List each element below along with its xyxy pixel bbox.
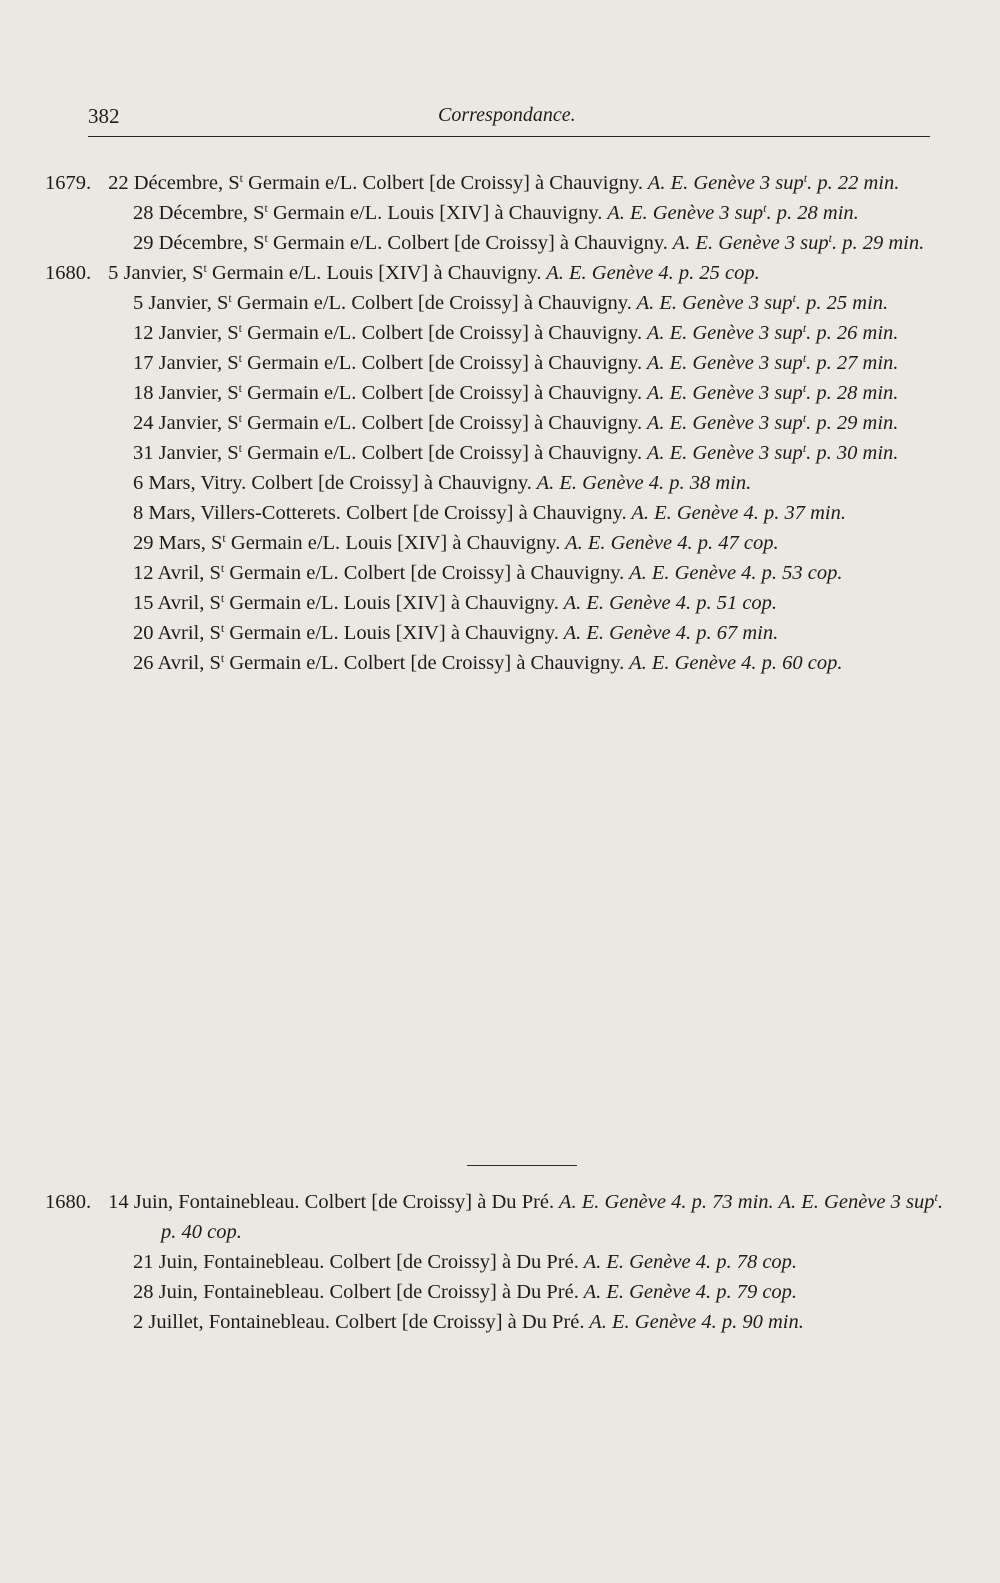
entry-reference-main: A. E. Genève 3 sup bbox=[642, 412, 803, 434]
entry-date: 20 Avril, bbox=[133, 622, 205, 644]
entry-reference-main: A. E. Genève 3 sup bbox=[642, 442, 803, 464]
entry-place-prefix: S bbox=[227, 352, 239, 374]
entry-correspondence: Colbert [de Croissy] à Chauvigny. bbox=[338, 652, 625, 674]
entry-place-prefix: S bbox=[217, 292, 229, 314]
entry-place: Fontainebleau. bbox=[197, 1251, 325, 1273]
entry-place-sup: t bbox=[238, 411, 243, 425]
entry-reference-sup: t bbox=[802, 411, 807, 425]
entry-reference-sup: t bbox=[934, 1190, 938, 1204]
entry-place-prefix: S bbox=[227, 382, 239, 404]
entry-date: 28 Juin, bbox=[133, 1281, 198, 1303]
entry-reference-main: A. E. Genève 3 sup bbox=[642, 322, 803, 344]
entry-1680-01-17 bbox=[103, 348, 943, 378]
correspondence-list-du-pre bbox=[45, 1187, 943, 1337]
entry-place-prefix: S bbox=[228, 172, 240, 194]
entry-1680-06-28 bbox=[103, 1277, 943, 1307]
entry-correspondence: Colbert [de Croissy] à Chauvigny. bbox=[357, 172, 644, 194]
entry-date: 5 Janvier, bbox=[133, 292, 212, 314]
entry-correspondence: Colbert [de Croissy] à Chauvigny. bbox=[346, 292, 632, 314]
entry-1680-01-05-colbert bbox=[103, 288, 943, 318]
entry-place-rest: Germain e/L. bbox=[242, 382, 357, 404]
entry-correspondence: Colbert [de Croissy] à Du Pré. bbox=[299, 1191, 555, 1213]
entry-date: 29 Décembre, bbox=[133, 232, 248, 254]
entry-correspondence: Louis [XIV] à Chauvigny. bbox=[340, 532, 561, 554]
entry-place-rest: Germain e/L. bbox=[242, 172, 358, 194]
entry-reference-main: A. E. Genève 4. p. 53 cop. bbox=[624, 562, 843, 584]
entry-reference-main: A. E. Genève 4. p. 79 cop. bbox=[578, 1281, 798, 1303]
entry-place-rest: Germain e/L. bbox=[224, 592, 339, 614]
entry-place-rest: Germain e/L. bbox=[242, 352, 357, 374]
entry-place-sup: t bbox=[203, 261, 207, 275]
entry-date: 26 Avril, bbox=[133, 652, 205, 674]
entry-reference-main: A. E. Genève 4. p. 37 min. bbox=[626, 502, 846, 524]
entry-place-sup: t bbox=[238, 351, 243, 365]
entry-date: 18 Janvier, bbox=[133, 382, 223, 404]
entry-1680-03-06 bbox=[103, 468, 943, 498]
entry-reference-main: A. E. Genève 4. p. 60 cop. bbox=[624, 652, 843, 674]
entry-reference-main: A. E. Genève 3 sup bbox=[631, 292, 793, 314]
entry-place-rest: Villers-Cotterets. bbox=[195, 502, 341, 524]
entry-place-sup: t bbox=[264, 231, 268, 245]
entry-reference-main: A. E. Genève 3 sup bbox=[667, 232, 829, 254]
entry-place-sup: t bbox=[264, 201, 268, 215]
entry-correspondence: Louis [XIV] à Chauvigny. bbox=[338, 592, 559, 614]
entry-1680-04-20 bbox=[103, 618, 943, 648]
entry-place-sup: t bbox=[239, 171, 243, 185]
entry-1680-04-26 bbox=[103, 648, 943, 678]
page-header bbox=[88, 104, 930, 136]
entry-reference-sup: t bbox=[802, 441, 807, 455]
entry-place-prefix: S bbox=[209, 592, 221, 614]
entry-date: 22 Décembre, bbox=[108, 172, 224, 194]
entry-place-sup: t bbox=[220, 591, 225, 605]
entry-date: 2 Juillet, bbox=[133, 1311, 204, 1333]
entry-place-sup: t bbox=[220, 561, 225, 575]
entry-date: 28 Décembre, bbox=[133, 202, 248, 224]
entry-place-rest: Germain e/L. bbox=[224, 652, 339, 674]
entry-reference-main: A. E. Genève 4. p. 25 cop. bbox=[541, 262, 760, 284]
entry-place-rest: Germain e/L. bbox=[225, 532, 341, 554]
entry-correspondence: Colbert [de Croissy] à Chauvigny. bbox=[356, 442, 643, 464]
entry-place-prefix: S bbox=[209, 652, 221, 674]
entry-reference-main: A. E. Genève 3 sup bbox=[602, 202, 764, 224]
entry-correspondence: Colbert [de Croissy] à Chauvigny. bbox=[356, 382, 643, 404]
correspondence-list-1679-1680 bbox=[45, 168, 943, 678]
entry-reference-end: . p. 29 min. bbox=[806, 412, 899, 434]
entry-date: 29 Mars, bbox=[133, 532, 206, 554]
entry-reference-sup: t bbox=[828, 231, 832, 245]
entry-date: 31 Janvier, bbox=[133, 442, 223, 464]
entry-reference-end: . p. 28 min. bbox=[806, 382, 899, 404]
entry-reference-sup: t bbox=[802, 381, 807, 395]
entry-1680-01-31 bbox=[103, 438, 943, 468]
entry-correspondence: Louis [XIV] à Chauvigny. bbox=[382, 202, 603, 224]
entry-reference-sup: t bbox=[803, 171, 808, 185]
entry-1680-06-21 bbox=[103, 1247, 943, 1277]
entry-place-sup: t bbox=[220, 651, 225, 665]
running-title: Correspondance. bbox=[438, 104, 576, 126]
entry-place-sup: t bbox=[238, 381, 243, 395]
entry-place-sup: t bbox=[238, 321, 243, 335]
entry-place-prefix: S bbox=[253, 232, 265, 254]
entry-correspondence: Colbert [de Croissy] à Chauvigny. bbox=[356, 322, 643, 344]
entry-reference-end: . p. 40 cop. bbox=[161, 1191, 943, 1243]
entry-place-rest: Germain e/L. bbox=[224, 562, 339, 584]
entry-1680-01-05-louis: 1680. 5 Janvier, $S^t$ Germain e/L. Louis [XIV] à Chauvigny. A. E. Genève 4. p. 25 cop. bbox=[45, 261, 760, 284]
entry-place-prefix: S bbox=[209, 562, 221, 584]
entry-date: 21 Juin, bbox=[133, 1251, 198, 1273]
entry-reference-main: A. E. Genève 4. p. 90 min. bbox=[584, 1311, 804, 1333]
entry-correspondence: Colbert [de Croissy] à Chauvigny. bbox=[356, 412, 643, 434]
entry-reference-main: A. E. Genève 4. p. 47 cop. bbox=[560, 532, 779, 554]
entry-reference-sup: t bbox=[802, 321, 807, 335]
entry-place-prefix: S bbox=[227, 322, 239, 344]
entry-reference-main: A. E. Genève 4. p. 38 min. bbox=[531, 472, 752, 494]
entry-1680-03-08 bbox=[103, 498, 943, 528]
entry-1680-06-14: 1680. 14 Juin, Fontainebleau. Colbert [de Croissy] à Du Pré. A. E. Genève 4. p. 73 min. A. E. Genève 3 sup$^t$. p. 40 cop. bbox=[45, 1190, 943, 1243]
entry-place-prefix: S bbox=[192, 262, 204, 284]
entry-place: Fontainebleau. bbox=[173, 1191, 300, 1213]
entry-place-prefix: S bbox=[211, 532, 223, 554]
entry-1680-04-12 bbox=[103, 558, 943, 588]
entry-1679-12-28 bbox=[103, 198, 943, 228]
entry-reference-end: . p. 28 min. bbox=[766, 202, 859, 224]
entry-reference-main: A. E. Genève 3 sup bbox=[642, 352, 803, 374]
entry-place-rest: Germain e/L. bbox=[242, 322, 357, 344]
entry-place-sup: t bbox=[238, 441, 243, 455]
entry-1679-12-22: 1679. 22 Décembre, $S^t$ Germain e/L. Colbert [de Croissy] à Chauvigny. A. E. Genève 3 sup$^t$. p. 22 min. bbox=[45, 171, 900, 194]
entry-reference-main: A. E. Genève 4. p. 51 cop. bbox=[558, 592, 778, 614]
entry-place-rest: Germain e/L. bbox=[267, 202, 383, 224]
entry-reference-sup: t bbox=[802, 351, 807, 365]
header-rule bbox=[88, 136, 930, 137]
entry-reference-end: . p. 26 min. bbox=[806, 322, 899, 344]
entry-date: 6 Mars, bbox=[133, 472, 196, 494]
entry-date: 17 Janvier, bbox=[133, 352, 223, 374]
entry-date: 12 Janvier, bbox=[133, 322, 223, 344]
entry-correspondence: Colbert [de Croissy] à Du Pré. bbox=[330, 1311, 585, 1333]
entry-date: 12 Avril, bbox=[133, 562, 205, 584]
entry-reference-main: A. E. Genève 3 sup bbox=[642, 382, 803, 404]
entry-place-rest: Germain e/L. bbox=[267, 232, 383, 254]
entry-reference-main: A. E. Genève 3 sup bbox=[643, 172, 804, 194]
entry-reference-end: . p. 22 min. bbox=[807, 172, 900, 194]
entry-reference-end: . p. 30 min. bbox=[806, 442, 899, 464]
entry-1680-04-15 bbox=[103, 588, 943, 618]
entry-place-sup: t bbox=[228, 291, 232, 305]
entry-place-prefix: S bbox=[209, 622, 221, 644]
entry-correspondence: Louis [XIV] à Chauvigny. bbox=[338, 622, 559, 644]
entry-place-rest: Germain e/L. bbox=[242, 442, 357, 464]
entry-place-sup: t bbox=[222, 531, 226, 545]
entry-reference-end: . p. 27 min. bbox=[806, 352, 899, 374]
entry-place-rest: Germain e/L. bbox=[206, 262, 322, 284]
entry-place-rest: Germain e/L. bbox=[224, 622, 339, 644]
entry-place-sup: t bbox=[220, 621, 225, 635]
entry-date: 15 Avril, bbox=[133, 592, 205, 614]
entry-date: 14 Juin, bbox=[108, 1191, 174, 1213]
entry-1680-01-12 bbox=[103, 318, 943, 348]
entry-correspondence: Louis [XIV] à Chauvigny. bbox=[321, 262, 542, 284]
entry-reference-sup: t bbox=[792, 291, 796, 305]
entry-place-prefix: S bbox=[227, 412, 239, 434]
entry-place-rest: Vitry. bbox=[195, 472, 247, 494]
entry-reference-sup: t bbox=[763, 201, 767, 215]
section-divider bbox=[467, 1165, 577, 1166]
entry-reference-main: A. E. Genève 4. p. 78 cop. bbox=[578, 1251, 798, 1273]
entry-1679-12-29 bbox=[103, 228, 943, 258]
entry-place: Fontainebleau. bbox=[197, 1281, 325, 1303]
entry-reference-main: A. E. Genève 4. p. 73 min. A. E. Genève 3 sup bbox=[554, 1191, 935, 1213]
entry-place-rest: Germain e/L. bbox=[231, 292, 347, 314]
entry-place-prefix: S bbox=[227, 442, 239, 464]
entry-reference-end: . p. 29 min. bbox=[832, 232, 925, 254]
entry-reference-main: A. E. Genève 4. p. 67 min. bbox=[558, 622, 779, 644]
entry-place: Fontainebleau. bbox=[203, 1311, 330, 1333]
entry-correspondence: Colbert [de Croissy] à Du Pré. bbox=[324, 1251, 579, 1273]
entry-correspondence: Colbert [de Croissy] à Du Pré. bbox=[324, 1281, 579, 1303]
entry-date: 5 Janvier, bbox=[108, 262, 188, 284]
entry-correspondence: Colbert [de Croissy] à Chauvigny. bbox=[356, 352, 643, 374]
entry-correspondence: Colbert [de Croissy] à Chauvigny. bbox=[338, 562, 625, 584]
entry-correspondence: Colbert [de Croissy] à Chauvigny. bbox=[246, 472, 532, 494]
entry-date: 8 Mars, bbox=[133, 502, 196, 524]
entry-place-rest: Germain e/L. bbox=[242, 412, 357, 434]
entry-reference-end: . p. 25 min. bbox=[795, 292, 889, 314]
entry-correspondence: Colbert [de Croissy] à Chauvigny. bbox=[382, 232, 668, 254]
entry-1680-07-02 bbox=[103, 1307, 943, 1337]
entry-place-prefix: S bbox=[253, 202, 265, 224]
entry-1680-01-24 bbox=[103, 408, 943, 438]
entry-correspondence: Colbert [de Croissy] à Chauvigny. bbox=[340, 502, 627, 524]
entry-1680-03-29 bbox=[103, 528, 943, 558]
entry-date: 24 Janvier, bbox=[133, 412, 223, 434]
page-number: 382 bbox=[88, 104, 120, 128]
entry-1680-01-18 bbox=[103, 378, 943, 408]
